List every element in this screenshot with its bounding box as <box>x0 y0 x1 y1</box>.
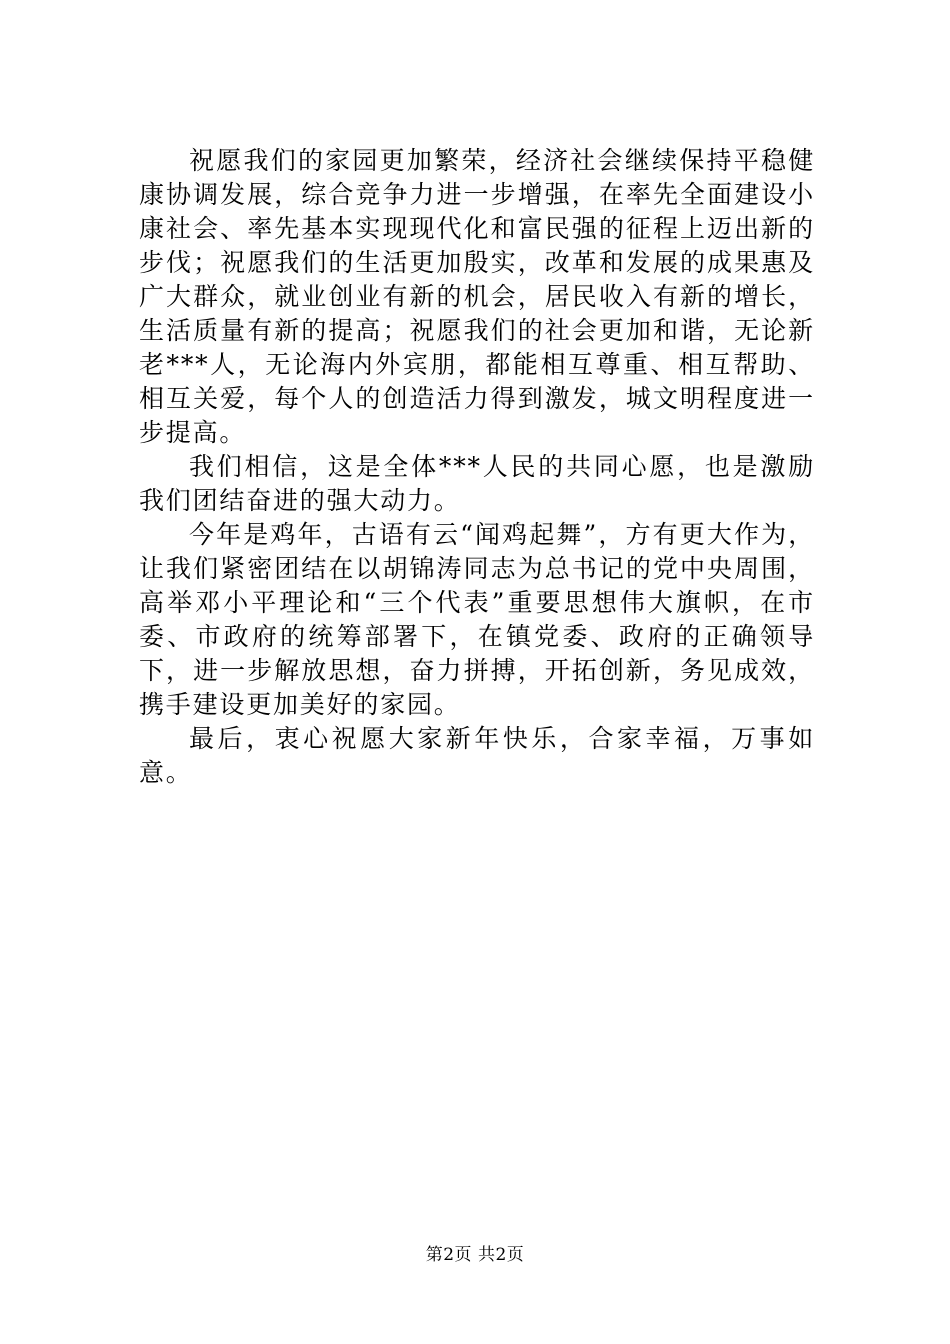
paragraph-wishes: 祝愿我们的家园更加繁荣，经济社会继续保持平稳健康协调发展，综合竞争力进一步增强，在率先全面建设小康社会、率先基本实现现代化和富民强的征程上迈出新的步伐；祝愿我们的生活更加殷实，改革和发展的成果惠及广大群众，就业创业有新的机会，居民收入有新的增长，生活质量有新的提高；祝愿我们的社会更加和谐，无论新老***人，无论海内外宾朋，都能相互尊重、相互帮助、相互关爱，每个人的创造活力得到激发，城文明程度进一步提高。 <box>139 146 815 447</box>
paragraph-belief: 我们相信，这是全体***人民的共同心愿，也是激励我们团结奋进的强大动力。 <box>139 452 815 515</box>
paragraph-new-year-call: 今年是鸡年，古语有云“闻鸡起舞”，方有更大作为，让我们紧密团结在以胡锦涛同志为总书记的党中央周围，高举邓小平理论和“三个代表”重要思想伟大旗帜，在市委、市政府的统筹部署下，在镇党委、政府的正确领导下，进一步解放思想，奋力拼搏，开拓创新，务见成效，携手建设更加美好的家园。 <box>139 520 815 719</box>
paragraph-closing: 最后，衷心祝愿大家新年快乐，合家幸福，万事如意。 <box>139 724 815 787</box>
document-body <box>139 144 815 790</box>
page-footer: 第2页 共2页 <box>425 1245 525 1265</box>
